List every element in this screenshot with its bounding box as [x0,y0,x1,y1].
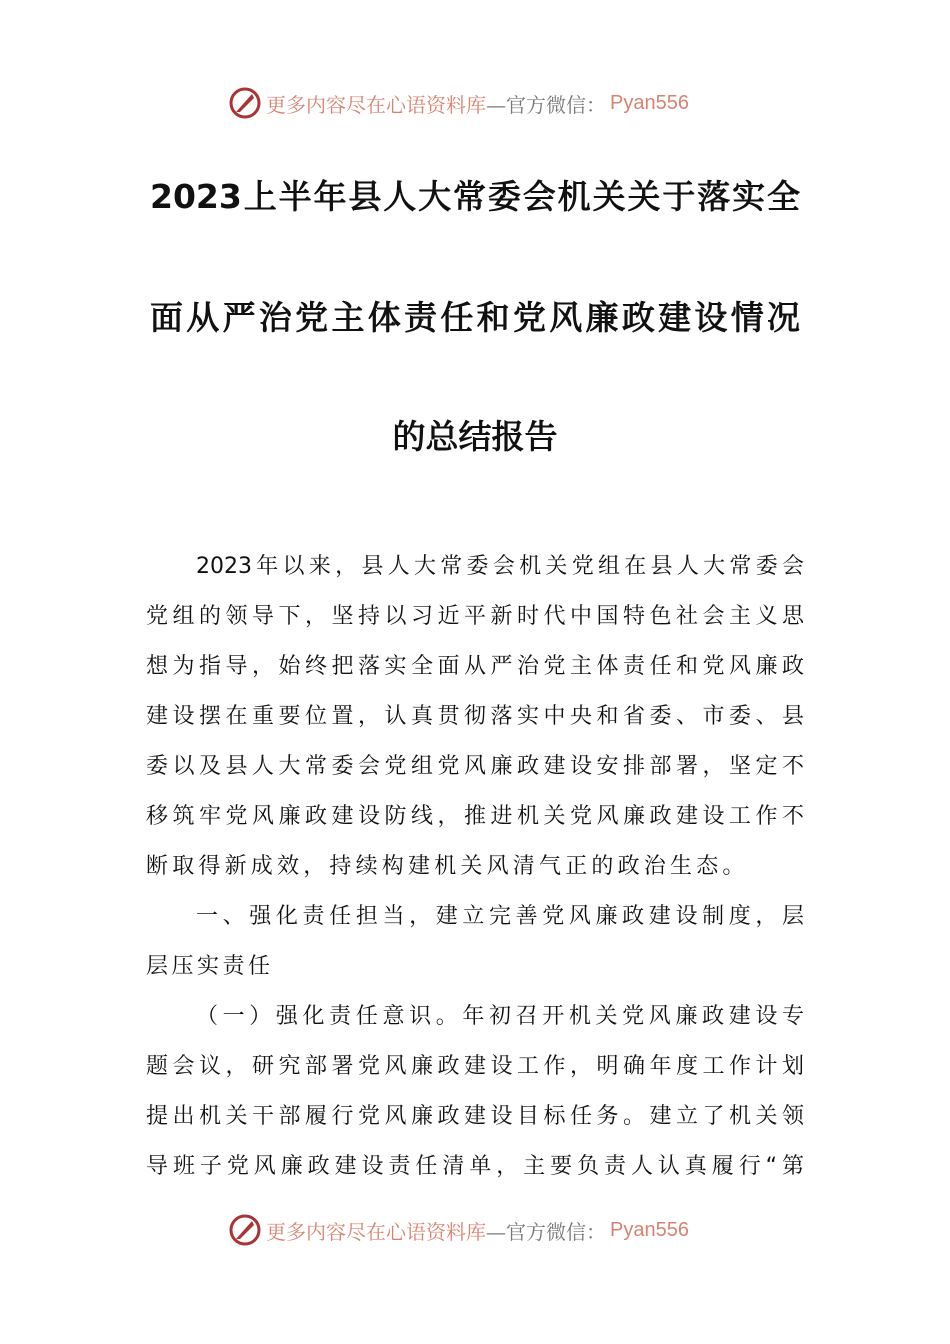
body-line: 移筑牢党风廉政建设防线，推进机关党风廉政建设工作不 [146,804,804,829]
doc-title-line-3: 的总结报告 [392,417,558,456]
watermark-text: 更多内容尽在心语资料库 [266,1219,486,1244]
body-line: 导班子党风廉政建设责任清单，主要负责人认真履行“第 [146,1154,804,1179]
doc-title-line-2: 面从严治党主体责任和党风廉政建设情况 [150,298,800,337]
quill-logo-icon [228,86,262,120]
watermark-wechat-label: —官方微信： [486,1219,606,1244]
section-heading-cont: 层压实责任 [146,954,274,979]
body-line: 建设摆在重要位置，认真贯彻落实中央和省委、市委、县 [146,704,804,729]
watermark-footer [228,1210,689,1250]
body-line: 2023年以来，县人大常委会机关党组在县人大常委会 [196,554,804,579]
body-line: 党组的领导下，坚持以习近平新时代中国特色社会主义思 [146,604,804,629]
body-line: 断取得新成效，持续构建机关风清气正的政治生态。 [146,854,749,879]
doc-title-line-1: 2023上半年县人大常委会机关关于落实全 [150,177,800,216]
body-line: 想为指导，始终把落实全面从严治党主体责任和党风廉政 [146,654,804,679]
watermark-wechat-label: —官方微信： [486,92,606,117]
watermark-wechat-id: Pyan556 [610,91,689,114]
body-line: 委以及县人大常委会党组党风廉政建设安排部署，坚定不 [146,754,804,779]
watermark-text: 更多内容尽在心语资料库 [266,92,486,117]
watermark-wechat-id: Pyan556 [610,1218,689,1241]
watermark-header [228,83,689,123]
body-line: （一）强化责任意识。年初召开机关党风廉政建设专 [196,1004,804,1029]
body-line: 提出机关干部履行党风廉政建设目标任务。建立了机关领 [146,1104,804,1129]
section-heading: 一、强化责任担当，建立完善党风廉政建设制度，层 [196,904,804,929]
body-line: 题会议，研究部署党风廉政建设工作，明确年度工作计划 [146,1054,804,1079]
quill-logo-icon [228,1213,262,1247]
